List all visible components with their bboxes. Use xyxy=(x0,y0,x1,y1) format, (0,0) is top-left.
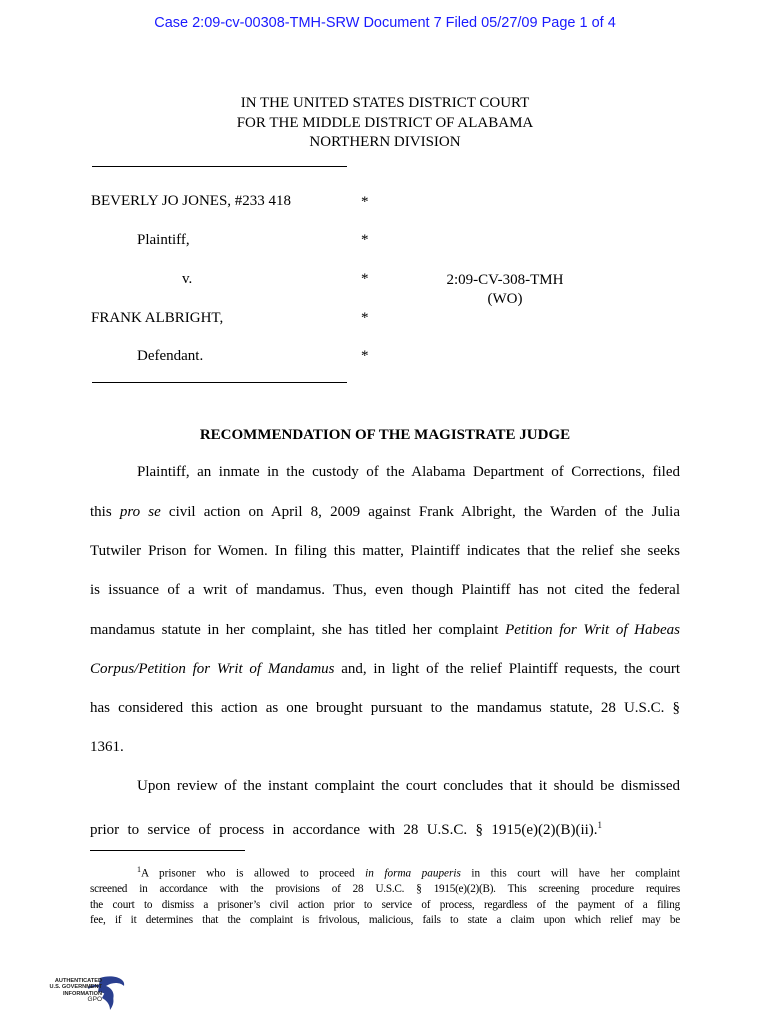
line-text: Plaintiff, an inmate in the custody of the Alabama Department of Corrections, filed xyxy=(137,464,680,480)
defendant-role: Defendant. xyxy=(137,348,204,364)
paragraph-1-line-7 xyxy=(90,701,680,716)
caption-star: * xyxy=(361,348,369,364)
footnote-line-2: screened in accordance with the provisions of 28 U.S.C. § 1915(e)(2)(B). This screening procedure requires xyxy=(90,883,680,896)
caption-star: * xyxy=(361,310,369,326)
line-text: prior to service of process in accordance with 28 U.S.C. § 1915(e)(2)(B)(ii). xyxy=(90,822,598,838)
footnote-line-1 xyxy=(90,862,680,882)
line-text: is issuance of a writ of mandamus. Thus, even though Plaintiff has not cited the federal xyxy=(90,582,680,598)
line-text: 1361. xyxy=(90,739,124,755)
paragraph-2-line-1 xyxy=(137,779,680,794)
caption-star: * xyxy=(361,194,369,210)
petition-title-italic: Petition for Writ of Habeas xyxy=(505,622,680,638)
gpo-authentication-logo xyxy=(40,972,132,1012)
line-text: Upon review of the instant complaint the court concludes that it should be dismissed xyxy=(137,778,680,794)
footnote-separator xyxy=(90,850,245,851)
case-number-text: 2:09-CV-308-TMH xyxy=(446,272,564,288)
versus-label: v. xyxy=(182,271,193,287)
paragraph-1-line-3 xyxy=(90,544,680,559)
line-text: has considered this action as one brought pursuant to the mandamus statute, 28 U.S.C. § xyxy=(90,700,680,716)
footnote-line-4: fee, if it determines that the complaint is frivolous, malicious, fails to state a claim upon which relief may be xyxy=(90,914,680,927)
line-text: A prisoner who is allowed to proceed xyxy=(141,867,366,880)
court-heading xyxy=(0,94,770,153)
gpo-line-4: GPO xyxy=(87,996,102,1004)
paragraph-1-line-5 xyxy=(90,623,680,638)
paragraph-1-line-4 xyxy=(90,583,680,598)
caption-bottom-rule xyxy=(92,382,347,383)
line-text: mandamus statute in her complaint, she has titled her complaint xyxy=(90,622,506,638)
plaintiff-role: Plaintiff, xyxy=(137,232,190,248)
line-text: civil action on April 8, 2009 against Frank Albright, the Warden of the Julia xyxy=(160,504,680,520)
caption-top-rule xyxy=(92,166,347,167)
case-number xyxy=(410,271,600,309)
line-text: Tutwiler Prison for Women. In filing this matter, Plaintiff indicates that the relief she seeks xyxy=(90,543,680,559)
footnote-1 xyxy=(90,862,680,929)
paragraph-1-line-8 xyxy=(90,740,680,755)
line-text: this xyxy=(90,504,120,520)
defendant-name: FRANK ALBRIGHT, xyxy=(91,310,224,326)
paragraph-2-line-2 xyxy=(90,818,680,838)
paragraph-1-line-1 xyxy=(137,465,680,480)
footnote-mark: 1 xyxy=(137,865,141,874)
caption-star: * xyxy=(361,232,369,248)
footnote-line-3: the court to dismiss a prisoner’s civil action prior to service of process, regardless of the payment of a filing xyxy=(90,898,680,911)
gpo-line-3: INFORMATION xyxy=(62,990,102,997)
footnote-reference[interactable]: 1 xyxy=(597,820,603,830)
caption-star: * xyxy=(361,271,369,287)
gpo-logo-text xyxy=(40,978,102,1004)
line-text: and, in light of the relief Plaintiff requests, the court xyxy=(334,661,680,677)
document-title: RECOMMENDATION OF THE MAGISTRATE JUDGE xyxy=(199,427,571,443)
line-text: in this court will have her complaint xyxy=(460,867,681,880)
court-heading-line-3: NORTHERN DIVISION xyxy=(309,134,461,150)
filing-header: Case 2:09-cv-00308-TMH-SRW Document 7 Filed 05/27/09 Page 1 of 4 xyxy=(154,15,616,31)
gpo-line-1: AUTHENTICATED xyxy=(54,978,102,984)
court-heading-line-2: FOR THE MIDDLE DISTRICT OF ALABAMA xyxy=(236,114,534,131)
in-forma-pauperis-italic: in forma pauperis xyxy=(365,867,461,880)
court-heading-line-1: IN THE UNITED STATES DISTRICT COURT xyxy=(240,95,530,111)
case-suffix: (WO) xyxy=(487,291,523,307)
gpo-line-2: U.S. GOVERNMENT xyxy=(49,984,102,991)
paragraph-1-line-2 xyxy=(90,505,680,520)
paragraph-1-line-6 xyxy=(90,662,680,677)
plaintiff-name: BEVERLY JO JONES, #233 418 xyxy=(91,193,292,209)
petition-title-italic: Corpus/Petition for Writ of Mandamus xyxy=(90,661,335,677)
pro-se-italic: pro se xyxy=(119,504,161,520)
